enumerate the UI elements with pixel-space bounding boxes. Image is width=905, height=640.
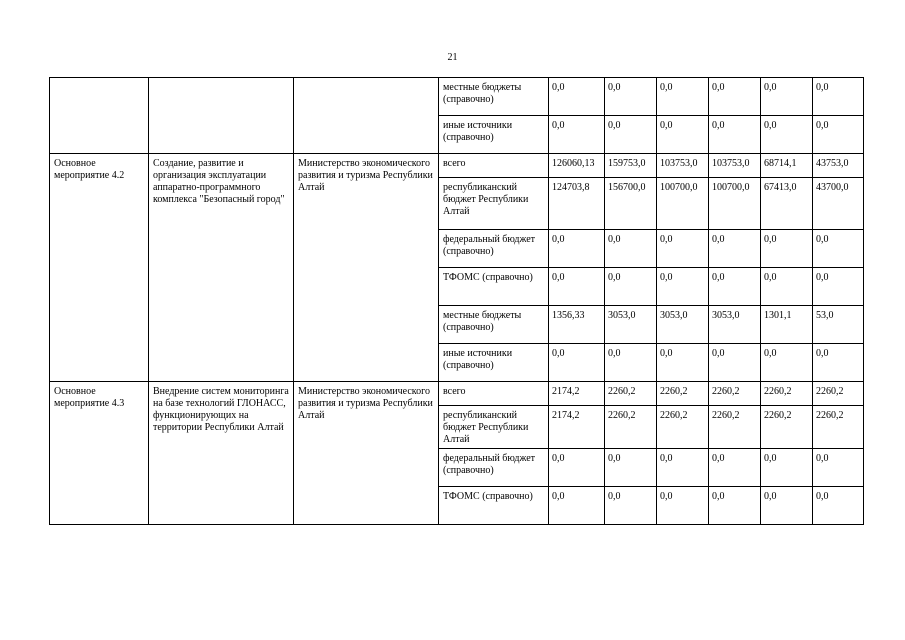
value-cell: 1356,33 (549, 306, 605, 344)
value-cell: 0,0 (813, 449, 864, 487)
value-cell: 0,0 (657, 116, 709, 154)
value-cell: 2260,2 (709, 406, 761, 449)
event-name-cell: Основное мероприятие 4.2 (50, 154, 149, 382)
funding-source-cell: ТФОМС (справочно) (439, 268, 549, 306)
value-cell: 156700,0 (605, 178, 657, 230)
value-cell: 3053,0 (657, 306, 709, 344)
value-cell: 0,0 (813, 116, 864, 154)
value-cell: 0,0 (605, 449, 657, 487)
value-cell: 0,0 (761, 344, 813, 382)
value-cell: 2260,2 (813, 382, 864, 406)
value-cell: 43753,0 (813, 154, 864, 178)
table-body (50, 78, 864, 525)
value-cell: 0,0 (657, 344, 709, 382)
funding-source-cell: республиканский бюджет Республики Алтай (439, 178, 549, 230)
funding-source-cell: местные бюджеты (справочно) (439, 78, 549, 116)
budget-table (49, 77, 864, 525)
page-number: 21 (447, 52, 458, 63)
funding-source-cell: всего (439, 154, 549, 178)
value-cell: 53,0 (813, 306, 864, 344)
value-cell: 100700,0 (709, 178, 761, 230)
value-cell: 0,0 (813, 78, 864, 116)
table-row (50, 154, 864, 178)
value-cell: 100700,0 (657, 178, 709, 230)
value-cell: 2260,2 (605, 382, 657, 406)
value-cell: 0,0 (709, 449, 761, 487)
value-cell: 0,0 (761, 78, 813, 116)
value-cell: 0,0 (761, 230, 813, 268)
value-cell: 0,0 (709, 344, 761, 382)
value-cell: 0,0 (549, 78, 605, 116)
value-cell: 0,0 (709, 487, 761, 525)
value-cell: 0,0 (549, 268, 605, 306)
value-cell: 2260,2 (605, 406, 657, 449)
funding-source-cell: всего (439, 382, 549, 406)
event-description-cell (149, 78, 294, 154)
value-cell: 0,0 (709, 78, 761, 116)
value-cell: 0,0 (657, 78, 709, 116)
funding-source-cell: федеральный бюджет (справочно) (439, 230, 549, 268)
event-description-cell: Создание, развитие и организация эксплуатации аппаратно-программного комплекса "Безопасный город" (149, 154, 294, 382)
value-cell: 2174,2 (549, 382, 605, 406)
value-cell: 103753,0 (709, 154, 761, 178)
value-cell: 1301,1 (761, 306, 813, 344)
responsible-cell: Министерство экономического развития и туризма Республики Алтай (294, 154, 439, 382)
responsible-cell: Министерство экономического развития и туризма Республики Алтай (294, 382, 439, 525)
value-cell: 2260,2 (813, 406, 864, 449)
value-cell: 0,0 (605, 116, 657, 154)
value-cell: 0,0 (549, 487, 605, 525)
value-cell: 43700,0 (813, 178, 864, 230)
value-cell: 0,0 (605, 268, 657, 306)
funding-source-cell: иные источники (справочно) (439, 344, 549, 382)
funding-source-cell: местные бюджеты (справочно) (439, 306, 549, 344)
value-cell: 0,0 (657, 449, 709, 487)
value-cell: 0,0 (813, 344, 864, 382)
value-cell: 2260,2 (657, 406, 709, 449)
value-cell: 0,0 (761, 449, 813, 487)
value-cell: 0,0 (605, 78, 657, 116)
value-cell: 3053,0 (605, 306, 657, 344)
value-cell: 0,0 (813, 487, 864, 525)
value-cell: 2260,2 (709, 382, 761, 406)
value-cell: 2260,2 (761, 382, 813, 406)
value-cell: 0,0 (549, 449, 605, 487)
event-description-cell: Внедрение систем мониторинга на базе технологий ГЛОНАСС, функционирующих на территории Республики Алтай (149, 382, 294, 525)
funding-source-cell: республиканский бюджет Республики Алтай (439, 406, 549, 449)
value-cell: 0,0 (657, 487, 709, 525)
value-cell: 0,0 (709, 230, 761, 268)
event-name-cell (50, 78, 149, 154)
value-cell: 2260,2 (657, 382, 709, 406)
value-cell: 68714,1 (761, 154, 813, 178)
value-cell: 0,0 (605, 230, 657, 268)
value-cell: 0,0 (709, 116, 761, 154)
value-cell: 0,0 (549, 344, 605, 382)
value-cell: 0,0 (709, 268, 761, 306)
value-cell: 0,0 (761, 487, 813, 525)
funding-source-cell: ТФОМС (справочно) (439, 487, 549, 525)
value-cell: 0,0 (605, 344, 657, 382)
value-cell: 2260,2 (761, 406, 813, 449)
value-cell: 124703,8 (549, 178, 605, 230)
value-cell: 0,0 (813, 230, 864, 268)
value-cell: 0,0 (761, 268, 813, 306)
value-cell: 0,0 (657, 230, 709, 268)
funding-source-cell: федеральный бюджет (справочно) (439, 449, 549, 487)
value-cell: 2174,2 (549, 406, 605, 449)
value-cell: 0,0 (657, 268, 709, 306)
value-cell: 159753,0 (605, 154, 657, 178)
funding-source-cell: иные источники (справочно) (439, 116, 549, 154)
event-name-cell: Основное мероприятие 4.3 (50, 382, 149, 525)
value-cell: 0,0 (549, 116, 605, 154)
value-cell: 103753,0 (657, 154, 709, 178)
value-cell: 3053,0 (709, 306, 761, 344)
value-cell: 0,0 (605, 487, 657, 525)
value-cell: 0,0 (549, 230, 605, 268)
value-cell: 0,0 (761, 116, 813, 154)
value-cell: 0,0 (813, 268, 864, 306)
table-row (50, 382, 864, 406)
responsible-cell (294, 78, 439, 154)
table-row (50, 78, 864, 116)
value-cell: 126060,13 (549, 154, 605, 178)
value-cell: 67413,0 (761, 178, 813, 230)
